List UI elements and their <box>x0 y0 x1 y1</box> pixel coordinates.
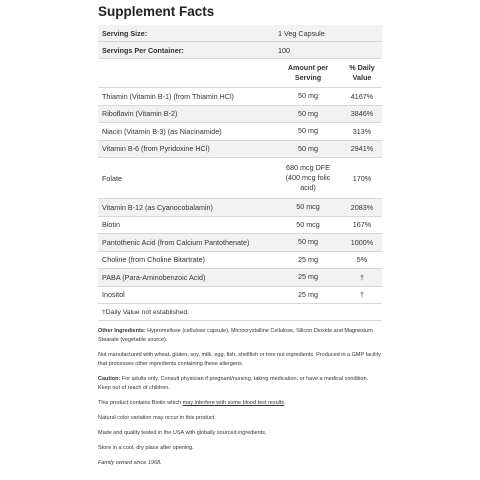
nutrient-row <box>98 199 382 217</box>
nutrient-name: Niacin (Vitamin B-3) (as Niacinamide) <box>98 123 274 141</box>
nutrient-name: Riboflavin (Vitamin B-2) <box>98 105 274 123</box>
nutrient-daily-value: 170% <box>342 158 382 199</box>
biotin-suffix: . <box>284 400 286 406</box>
color-variation-note: Natural color variation may occur in this product. <box>98 415 216 421</box>
nutrient-name: Vitamin B-6 (from Pyridoxine HCl) <box>98 140 274 158</box>
serving-size-row <box>98 25 382 42</box>
biotin-note <box>98 399 382 408</box>
column-header-row <box>98 59 382 88</box>
biotin-prefix: This product contains Biotin which <box>98 400 182 406</box>
servings-per-container-label: Servings Per Container: <box>98 42 274 59</box>
header-daily-value: % Daily Value <box>342 59 382 88</box>
nutrient-daily-value: 4167% <box>342 88 382 106</box>
family-owned-note: Family owned since 1968. <box>98 460 162 466</box>
nutrient-daily-value: 2941% <box>342 140 382 158</box>
nutrient-amount: 50 mg <box>274 88 342 106</box>
nutrient-row <box>98 269 382 287</box>
made-in-usa-note: Made and quality tested in the USA with globally sourced ingredients. <box>98 430 267 436</box>
nutrient-name: Choline (from Choline Bitartrate) <box>98 251 274 269</box>
nutrient-row <box>98 105 382 123</box>
nutrient-row <box>98 88 382 106</box>
nutrient-name: Biotin <box>98 216 274 234</box>
nutrient-row <box>98 140 382 158</box>
product-notes <box>98 327 382 474</box>
caution-label: Caution: <box>98 376 121 382</box>
nutrient-daily-value: 3846% <box>342 105 382 123</box>
nutrient-row <box>98 234 382 252</box>
nutrient-daily-value: 313% <box>342 123 382 141</box>
nutrient-amount: 50 mcg <box>274 216 342 234</box>
supplement-facts-table <box>98 25 382 321</box>
nutrient-amount: 25 mg <box>274 251 342 269</box>
other-ingredients <box>98 327 382 345</box>
nutrient-amount: 50 mg <box>274 105 342 123</box>
caution-note <box>98 375 382 393</box>
nutrient-row <box>98 158 382 199</box>
nutrient-row <box>98 286 382 304</box>
nutrient-daily-value: 5% <box>342 251 382 269</box>
nutrient-amount: 50 mg <box>274 123 342 141</box>
nutrient-amount: 50 mcg <box>274 199 342 217</box>
nutrient-daily-value: 1000% <box>342 234 382 252</box>
nutrient-amount: 25 mg <box>274 286 342 304</box>
daily-value-footnote: †Daily Value not established. <box>98 304 382 321</box>
nutrient-name: Folate <box>98 158 274 199</box>
nutrient-daily-value: 2083% <box>342 199 382 217</box>
nutrient-name: Inositol <box>98 286 274 304</box>
serving-size-value: 1 Veg Capsule <box>274 25 382 42</box>
footnote-row <box>98 304 382 321</box>
header-amount-per-serving: Amount per Serving <box>274 59 342 88</box>
serving-size-label: Serving Size: <box>98 25 274 42</box>
nutrient-row <box>98 216 382 234</box>
nutrient-amount: 50 mg <box>274 140 342 158</box>
nutrient-amount: 25 mg <box>274 269 342 287</box>
caution-text: For adults only. Consult physician if pregnant/nursing, taking medication, or have a medical condition. Keep out of reach of children. <box>98 376 369 391</box>
nutrient-daily-value: 167% <box>342 216 382 234</box>
nutrient-name: PABA (Para-Aminobenzoic Acid) <box>98 269 274 287</box>
allergen-note: Not manufactured with wheat, gluten, soy, milk, egg, fish, shellfish or tree nut ingredients. Produced in a GMP facility that processes other ingredients containing these allergens. <box>98 352 381 367</box>
other-ingredients-text: Hypromellose (cellulose capsule), Microcrystalline Cellulose, Silicon Dioxide and Magnesium Stearate (vegetable source). <box>98 328 373 343</box>
nutrient-row <box>98 251 382 269</box>
servings-per-container-row <box>98 42 382 59</box>
nutrient-name: Vitamin B-12 (as Cyanocobalamin) <box>98 199 274 217</box>
storage-note: Store in a cool, dry place after opening. <box>98 445 194 451</box>
nutrient-amount: 50 mg <box>274 234 342 252</box>
nutrient-amount: 680 mcg DFE (400 mcg folic acid) <box>274 158 342 199</box>
other-ingredients-label: Other Ingredients: <box>98 328 146 334</box>
nutrient-daily-value: † <box>342 286 382 304</box>
page-title: Supplement Facts <box>98 4 215 19</box>
nutrient-row <box>98 123 382 141</box>
header-blank <box>98 59 274 88</box>
nutrient-daily-value: † <box>342 269 382 287</box>
nutrient-name: Pantothenic Acid (from Calcium Pantothenate) <box>98 234 274 252</box>
nutrient-name: Thiamin (Vitamin B-1) (from Thiamin HCl) <box>98 88 274 106</box>
blood-test-link[interactable]: may interfere with some blood test results <box>182 400 285 406</box>
servings-per-container-value: 100 <box>274 42 382 59</box>
